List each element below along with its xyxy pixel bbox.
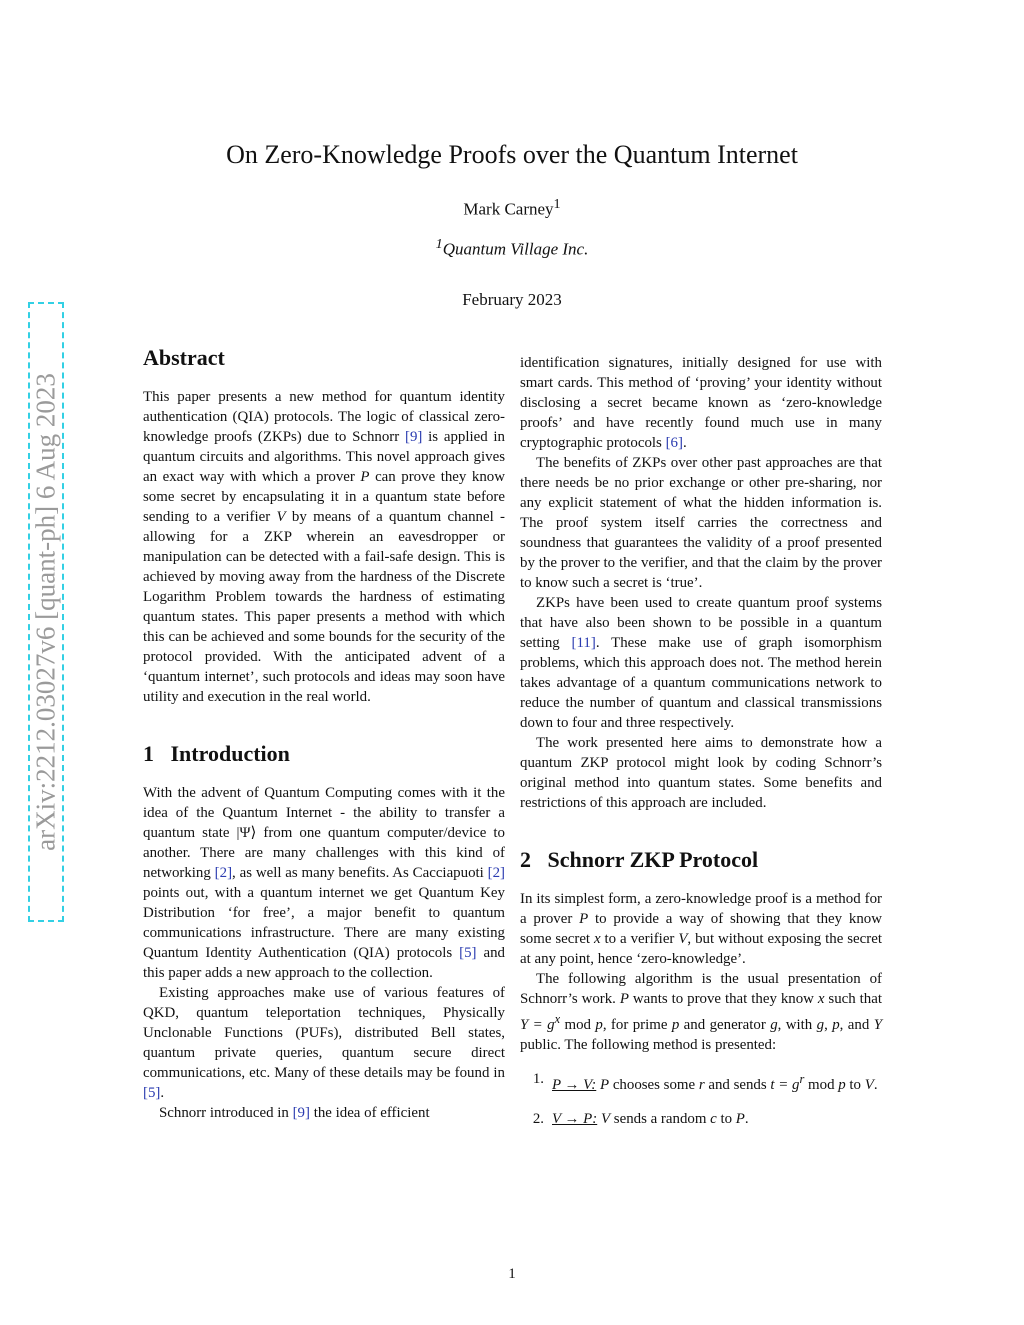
step-label: V → P: — [552, 1110, 598, 1127]
affiliation-name: Quantum Village Inc. — [442, 239, 589, 259]
author-line — [0, 196, 1024, 220]
section-heading-introduction — [143, 741, 505, 767]
citation-link[interactable]: [ 5 ] — [459, 945, 476, 961]
citation-link[interactable]: [ 2 ] — [488, 865, 505, 881]
step-label: P → V: — [552, 1076, 597, 1093]
section-title: Schnorr ZKP Protocol — [547, 847, 759, 872]
protocol-steps-list — [520, 1069, 882, 1129]
section-number: 1 — [143, 741, 154, 766]
step-number: 2. — [532, 1110, 544, 1127]
section-heading-schnorr — [520, 847, 882, 873]
intro-paragraph-6: The work presented here aims to demonstrate how a quantum ZKP protocol might look by coding Schnorr’s original method into quantum states. Some benefits and restrictions of this approach are included. — [520, 735, 882, 811]
affiliation-marker: 1 — [435, 236, 443, 252]
author-name: Mark Carney — [463, 199, 554, 219]
citation-link[interactable]: [ 9 ] — [405, 429, 422, 445]
arxiv-identifier[interactable]: arXiv:2212.03027v6 [quant-ph] 6 Aug 2023 — [30, 373, 61, 851]
intro-paragraph-3: Schnorr introduced in [ 9 ] the idea of efficient — [143, 1103, 505, 1123]
citation-link[interactable]: [ 9 ] — [293, 1105, 310, 1121]
step-text: V → P: V sends a random c to P. — [552, 1110, 749, 1127]
schnorr-paragraph-1: In its simplest form, a zero-knowledge proof is a method for a prover P to provide a way of showing that they know some secret x to a verifier V, but without exposing the secret at any point, hence ‘zero-knowledge’. — [520, 891, 882, 967]
paper-date: February 2023 — [462, 290, 562, 309]
section-number: 2 — [520, 847, 531, 872]
right-column — [520, 353, 882, 1143]
step-text: P → V: P chooses some r and sends $t = g^r$ mod p to V. — [552, 1071, 878, 1093]
step-number: 1. — [532, 1070, 544, 1087]
citation-link[interactable]: [ 5 ] — [143, 1085, 160, 1101]
intro-paragraph-3-continued: identification signatures, initially designed for use with smart cards. This method of ‘proving’ your identity without disclosing a secret became known as ‘zero-knowledge proofs’ and have recently found much use in many cryptographic protocols [ 6 ] . — [520, 353, 882, 453]
citation-link[interactable]: [ 11 ] — [572, 635, 596, 651]
intro-paragraph-1: With the advent of Quantum Computing comes with it the idea of the Quantum Internet - the ability to transfer a quantum state |Ψ⟩ from one quantum computer/device to another. There are many challenges with this kind of networking [ 2 ] , as well as many benefits. As Cacciapuoti [ 2 ] points out, with a quantum internet we get Quantum Key Distribution ‘for free’, a major benefit to quantum communications infrastructure. There are many existing Quantum Identity Authentication (QIA) protocols [ 5 ] and this paper adds a new approach to the collection. — [143, 783, 505, 983]
affiliation-line — [0, 236, 1024, 260]
protocol-step — [520, 1109, 882, 1129]
page-number: 1 — [508, 1266, 516, 1282]
intro-paragraph-4: The benefits of ZKPs over other past approaches are that there needs be no prior exchange or other pre-sharing, nor any explicit statement of what the hidden information is. The proof system itself carries the correctness and soundness that guarantees the validity of a proof presented by the prover to the verifier, and that the claim by the prover to know such a secret is ‘true’. — [520, 455, 882, 591]
paper-title: On Zero-Knowledge Proofs over the Quantum Internet — [226, 140, 798, 169]
abstract-heading: Abstract — [143, 345, 225, 370]
left-column — [143, 345, 505, 1123]
protocol-step — [520, 1069, 882, 1095]
citation-link[interactable]: [ 2 ] — [215, 865, 232, 881]
intro-paragraph-5: ZKPs have been used to create quantum proof systems that have also been shown to be possible in a quantum setting [ 11 ] . These make use of graph isomorphism problems, which this approach does not. The method herein takes advantage of a quantum communications network to reduce the number of quantum and classical transmissions down to four and three respectively. — [520, 593, 882, 733]
abstract-paragraph: This paper presents a new method for quantum identity authentication (QIA) protocols. The logic of classical zero-knowledge proofs (ZKPs) due to Schnorr [ 9 ] is applied in quantum circuits and algorithms. This novel approach gives an exact way with which a prover P can prove they know some secret by encapsulating it in a quantum state before sending to a verifier V by means of a quantum channel - allowing for a ZKP wherein an eavesdropper or manipulation can be detected with a fail-safe design. This is achieved by moving away from the hardness of the Discrete Logarithm Problem towards the hardness of estimating quantum states. This paper presents a method with which this can be achieved and some bounds for the security of the protocol provided. With the anticipated advent of a ‘quantum internet’, such protocols and ideas may soon have utility and execution in the real world. — [143, 387, 505, 707]
citation-link[interactable]: [ 6 ] — [666, 435, 683, 451]
author-affiliation-marker: 1 — [553, 196, 561, 212]
section-title: Introduction — [170, 741, 290, 766]
schnorr-paragraph-2: The following algorithm is the usual presentation of Schnorr’s work. P wants to prove that they know x such that $Y = g^x$ mod p, for prime p and generator g, with g, p, and Y public. The following method is presented: — [520, 971, 882, 1053]
intro-paragraph-2: Existing approaches make use of various features of QKD, quantum teleportation techniques, Physically Unclonable Functions (PUFs), distributed Bell states, quantum private queries, quantum secure direct communications, etc. Many of these details may be found in [ 5 ] . — [143, 983, 505, 1103]
